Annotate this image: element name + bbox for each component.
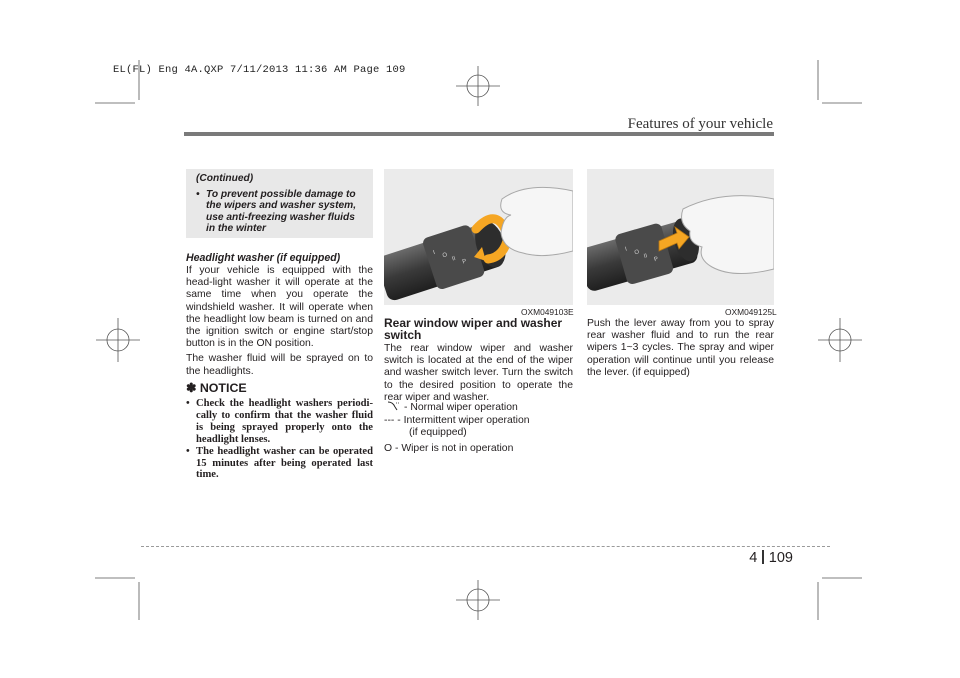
bullet-mark: •: [186, 398, 190, 409]
mode-intermittent: --- - Intermittent wiper operation: [384, 415, 530, 427]
continued-label: (Continued): [196, 173, 254, 184]
notice-item: [186, 398, 373, 446]
bullet-mark: •: [186, 445, 190, 457]
image-caption: OXM049103E: [521, 307, 574, 317]
svg-text:P: P: [461, 258, 468, 266]
rear-washer-body: Push the lever away from you to spray rear washer fluid and to run the rear wipers 1~3 cycles. The spray and wiper operation will continue until you release the lever. (if equipped): [587, 318, 774, 378]
caution-bullet-item: [186, 185, 373, 235]
print-slug: EL(FL) Eng 4A.QXP 7/11/2013 11:36 AM Page 109: [113, 64, 406, 76]
svg-text:O: O: [633, 249, 641, 257]
rear-wiper-symbol-icon: [384, 400, 404, 411]
image-caption: OXM049125L: [725, 307, 777, 317]
notice-item-text: The headlight washer can be operated 15 minutes after being operated last time.: [196, 445, 373, 481]
notice-mark-icon: ✽: [186, 381, 197, 395]
registration-target-left: [96, 318, 140, 362]
svg-text:II: II: [451, 255, 457, 263]
headlight-washer-heading: Headlight washer (if equipped): [186, 252, 341, 264]
notice-list: [186, 398, 373, 481]
rear-wiper-switch-photo: [384, 169, 573, 305]
mode-normal: - Normal wiper operation: [384, 400, 573, 414]
mode-intermittent-note: (if equipped): [409, 427, 467, 439]
registration-target-bottom: [456, 580, 500, 620]
footer-dashed-rule: [141, 546, 830, 547]
chapter-number: 4: [749, 550, 758, 566]
hand-illustration: [501, 187, 573, 255]
svg-text:I: I: [432, 249, 436, 257]
caution-text: To prevent possible damage to the wipers and washer system, use anti-freezing washer fluids in the winter: [206, 188, 357, 234]
svg-text:II: II: [643, 253, 649, 260]
svg-text:O: O: [441, 252, 449, 260]
registration-target-top: [456, 66, 500, 106]
headlight-para-1: If your vehicle is equipped with the head-light washer it will operate at the same time when you operate the windshield washer. It will operate when the headlight low beam is turned on and the ignition switch or engine start/stop button is in the ON position.: [186, 265, 373, 350]
lever-turn-illustration: [384, 169, 573, 305]
notice-item: [186, 446, 373, 482]
notice-title: NOTICE: [199, 381, 247, 395]
notice-item-text: Check the headlight washers periodi-cally to confirm that the washer fluid is being sprayed properly onto the headlight lenses.: [196, 398, 373, 445]
rear-wiper-heading: Rear window wiper and washer switch: [384, 316, 563, 342]
headlight-para-2: The washer fluid will be sprayed on to the headlights.: [186, 353, 373, 377]
header-rule: [184, 132, 774, 136]
page-number-separator: [762, 550, 764, 564]
mode-off: O - Wiper is not in operation: [384, 442, 514, 454]
svg-text:I: I: [624, 246, 628, 253]
headlight-washer-body: [186, 265, 373, 378]
registration-target-right: [818, 318, 862, 362]
svg-text:P: P: [653, 256, 660, 264]
section-header-title: Features of your vehicle: [627, 116, 773, 132]
wiper-mode-list: [384, 400, 573, 455]
page-number-value: 109: [768, 550, 793, 566]
page-number: [749, 550, 793, 566]
rear-washer-photo: [587, 169, 774, 305]
lever-push-illustration: [587, 169, 774, 305]
notice-heading: [186, 380, 247, 395]
bullet-mark: •: [196, 188, 200, 200]
continued-caution-panel: [186, 169, 373, 238]
rear-wiper-body: The rear window wiper and washer switch is located at the end of the wiper and washer switch lever. Turn the switch to the desired position to operate the rear wiper and washer.: [384, 343, 573, 403]
